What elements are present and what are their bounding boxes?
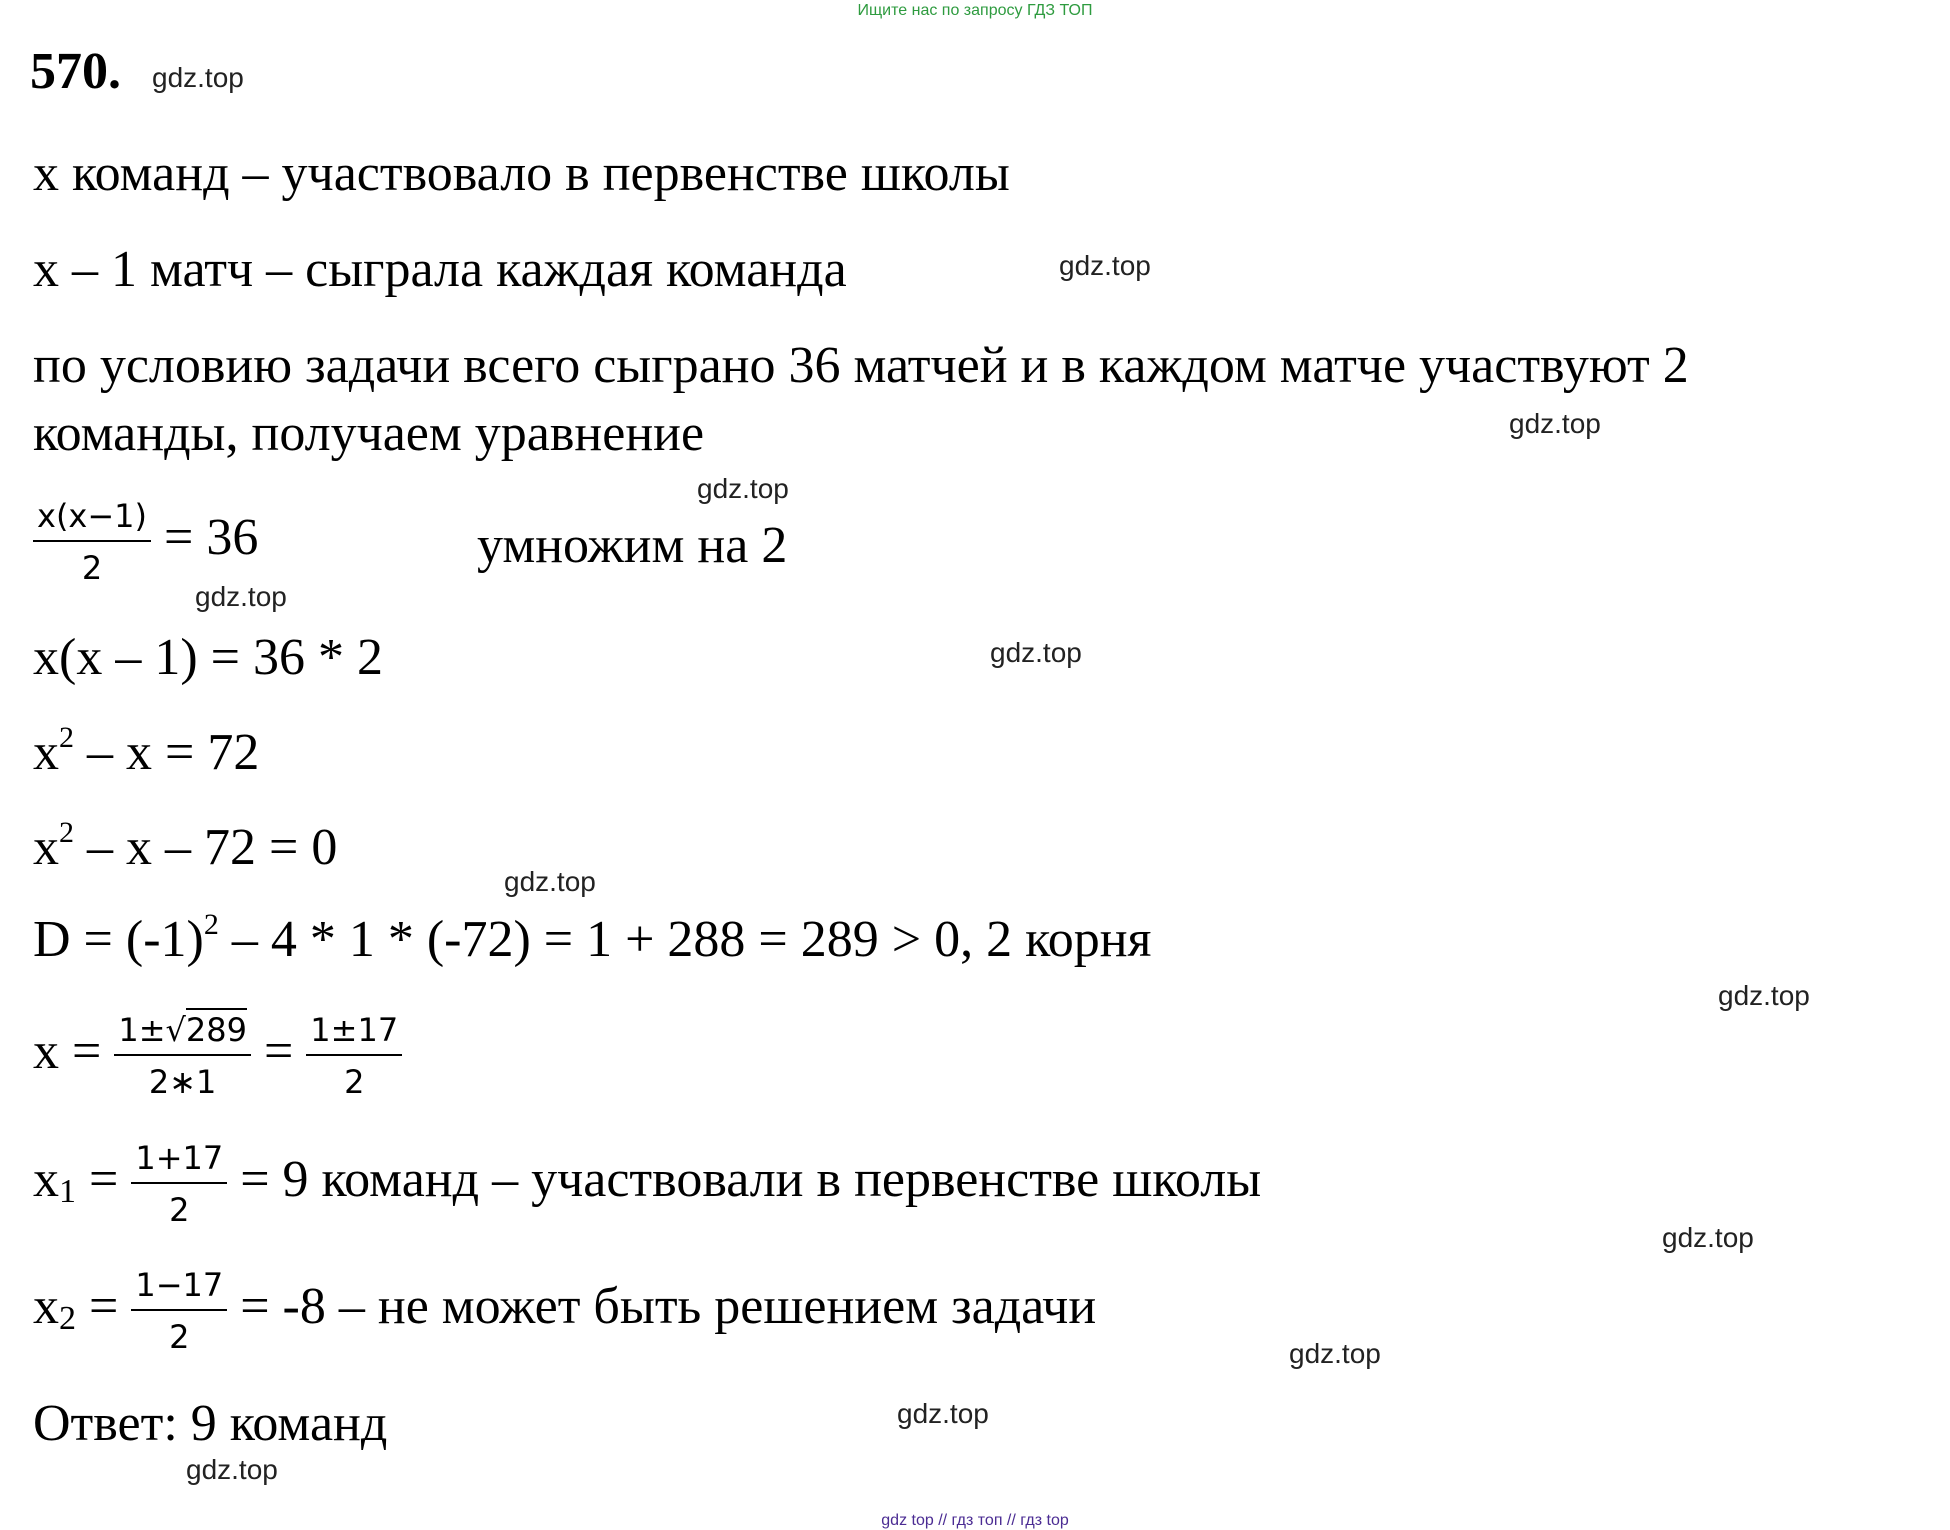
numerator: 1±17 bbox=[306, 1010, 402, 1056]
fraction bbox=[306, 1010, 402, 1102]
exponent: 2 bbox=[203, 908, 219, 941]
equation-rest: – х – 72 = 0 bbox=[74, 819, 338, 876]
exponent: 2 bbox=[59, 816, 74, 849]
equation-rhs: = 36 bbox=[151, 508, 259, 566]
discriminant-start: D = (-1) bbox=[33, 911, 204, 968]
numerator: 1−17 bbox=[131, 1265, 227, 1311]
watermark: gdz.top bbox=[897, 1398, 989, 1429]
var-x: х bbox=[33, 724, 59, 781]
subscript: 1 bbox=[59, 1172, 76, 1210]
watermark: gdz.top bbox=[195, 581, 287, 612]
answer: Ответ: 9 команд bbox=[33, 1395, 388, 1452]
numerator: 1+17 bbox=[131, 1138, 227, 1184]
equals: = bbox=[76, 1150, 132, 1208]
numerator: x(x−1) bbox=[33, 496, 151, 542]
task-number: 570. bbox=[30, 43, 121, 100]
equation-fraction bbox=[33, 496, 258, 588]
denominator: 2 bbox=[169, 1191, 190, 1229]
equals: = bbox=[250, 1022, 307, 1080]
denominator: 2 bbox=[169, 1318, 190, 1356]
equation-2: х(х – 1) = 36 * 2 bbox=[33, 629, 383, 686]
equals: = bbox=[76, 1277, 132, 1335]
discriminant bbox=[33, 908, 1152, 968]
fraction bbox=[114, 1010, 251, 1102]
multiply-note: умножим на 2 bbox=[477, 517, 788, 574]
roots-formula bbox=[33, 1010, 402, 1102]
line-teams: х команд – участвовало в первенстве школы bbox=[33, 145, 1010, 202]
equation-rest: – х = 72 bbox=[74, 724, 260, 781]
var-x: х bbox=[33, 1277, 59, 1335]
equation-3 bbox=[33, 721, 260, 781]
root-x1 bbox=[33, 1138, 1261, 1230]
root-x2-result: = -8 – не может быть решением задачи bbox=[227, 1277, 1097, 1335]
numerator: 1±√289 bbox=[114, 1010, 251, 1056]
root-x2 bbox=[33, 1265, 1096, 1357]
var-x: х bbox=[33, 1150, 59, 1208]
denominator: 2 bbox=[344, 1063, 365, 1101]
watermark: gdz.top bbox=[1509, 408, 1601, 439]
radicand: 289 bbox=[186, 1008, 247, 1049]
denominator: 2∗1 bbox=[148, 1063, 217, 1101]
subscript: 2 bbox=[59, 1299, 76, 1337]
watermark: gdz.top bbox=[1662, 1222, 1754, 1253]
watermark: gdz.top bbox=[990, 637, 1082, 668]
line-condition-cont: команды, получаем уравнение bbox=[33, 405, 705, 462]
fraction bbox=[131, 1265, 227, 1357]
watermark: gdz.top bbox=[697, 473, 789, 504]
exponent: 2 bbox=[59, 721, 74, 754]
line-matches: х – 1 матч – сыграла каждая команда bbox=[33, 241, 847, 298]
watermark: gdz.top bbox=[1059, 250, 1151, 281]
fraction bbox=[131, 1138, 227, 1230]
watermark: gdz.top bbox=[186, 1454, 278, 1485]
fraction bbox=[33, 496, 151, 588]
watermark: gdz.top bbox=[1289, 1338, 1381, 1369]
line-condition: по условию задачи всего сыграно 36 матчей и в каждом матче участвуют 2 bbox=[33, 337, 1689, 394]
equation-4 bbox=[33, 816, 338, 876]
denominator: 2 bbox=[81, 549, 103, 587]
root-x1-result: = 9 команд – участвовали в первенстве школы bbox=[227, 1150, 1262, 1208]
watermark: gdz.top bbox=[1718, 980, 1810, 1011]
roots-lhs: х = bbox=[33, 1022, 115, 1080]
watermark: gdz.top bbox=[504, 866, 596, 897]
numerator-start: 1± bbox=[118, 1011, 166, 1049]
top-banner: Ищите нас по запросу ГДЗ ТОП bbox=[857, 2, 1093, 19]
watermark: gdz.top bbox=[152, 62, 244, 93]
footer-links: gdz top // гдз топ // гдз top bbox=[881, 1512, 1069, 1529]
discriminant-rest: – 4 * 1 * (-72) = 1 + 288 = 289 > 0, 2 корня bbox=[218, 911, 1152, 968]
var-x: х bbox=[33, 819, 59, 876]
